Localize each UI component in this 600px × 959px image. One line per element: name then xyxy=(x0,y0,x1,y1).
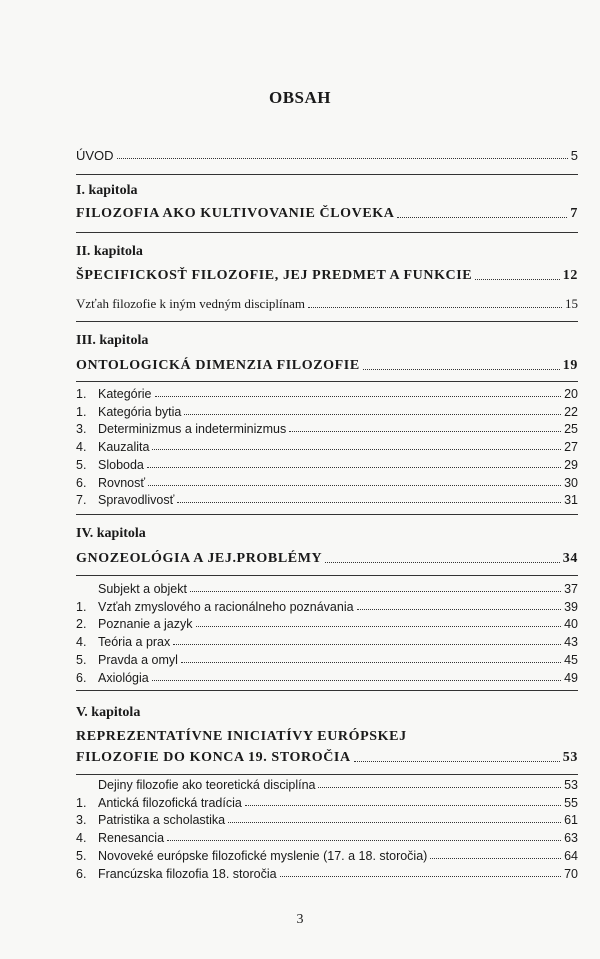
item-text: Vzťah zmyslového a racionálneho poznávania xyxy=(98,599,354,614)
toc-item xyxy=(76,653,578,667)
entry-label xyxy=(76,653,178,667)
entry-page: 61 xyxy=(564,813,578,828)
entry-page: 70 xyxy=(564,866,578,881)
toc-item xyxy=(76,493,578,507)
item-number: 6. xyxy=(76,866,87,881)
leader-dots xyxy=(280,876,562,877)
leader-dots xyxy=(167,840,561,841)
entry-label xyxy=(76,476,145,490)
entry-page: 12 xyxy=(562,268,578,283)
chapter-title: GNOZEOLÓGIA A JEJ.PROBLÉMY xyxy=(76,551,323,566)
leader-dots xyxy=(357,609,562,610)
leader-dots xyxy=(155,396,562,397)
item-text: Subjekt a objekt xyxy=(98,582,187,596)
entry-label xyxy=(76,831,164,845)
entry-page: 43 xyxy=(564,635,578,650)
entry-label xyxy=(76,440,149,454)
chapter-label: III. kapitola xyxy=(76,333,149,348)
entry-page: 31 xyxy=(564,493,578,508)
entry-page: 53 xyxy=(562,750,578,765)
entry-label xyxy=(76,422,286,436)
leader-dots xyxy=(308,307,562,308)
item-number: 4. xyxy=(76,635,87,650)
item-number: 2. xyxy=(76,617,87,632)
toc-item xyxy=(76,458,578,472)
entry-label xyxy=(76,405,181,419)
entry-page: 63 xyxy=(564,831,578,846)
item-number: 7. xyxy=(76,493,87,508)
toc-item xyxy=(76,635,578,649)
entry-label xyxy=(76,387,152,401)
entry-label xyxy=(76,493,174,507)
toc-item xyxy=(76,778,578,792)
item-text: Pravda a omyl xyxy=(98,652,178,667)
entry-page: 5 xyxy=(570,148,578,163)
section-divider xyxy=(76,381,578,382)
toc-item xyxy=(76,813,578,827)
item-number: 1. xyxy=(76,404,87,419)
chapter-label: II. kapitola xyxy=(76,244,143,259)
entry-page: 7 xyxy=(570,206,578,221)
toc-item xyxy=(76,582,578,596)
leader-dots xyxy=(190,591,561,592)
entry-label xyxy=(76,813,225,827)
entry-page: 34 xyxy=(562,551,578,566)
toc-entry-chapter-2 xyxy=(76,268,578,284)
item-text: Renesancia xyxy=(98,831,165,846)
toc-entry-chapter-5 xyxy=(76,750,578,766)
item-text: Poznanie a jazyk xyxy=(98,617,193,632)
item-number: 6. xyxy=(76,475,87,490)
item-text: Axiológia xyxy=(98,670,149,685)
leader-dots xyxy=(196,626,562,627)
entry-label: Vzťah filozofie k iným vedným disciplínam xyxy=(76,296,306,311)
toc-item xyxy=(76,600,578,614)
leader-dots xyxy=(363,369,560,370)
entry-page: 37 xyxy=(564,582,578,596)
leader-dots xyxy=(184,414,561,415)
leader-dots xyxy=(289,431,561,432)
leader-dots xyxy=(245,805,561,806)
leader-dots xyxy=(318,787,561,788)
entry-label xyxy=(76,867,277,881)
toc-item xyxy=(76,422,578,436)
entry-label xyxy=(76,582,187,596)
entry-label xyxy=(76,635,170,649)
item-text: Francúzska filozofia 18. storočia xyxy=(98,866,277,881)
item-text: Kategória bytia xyxy=(98,404,182,419)
toc-item xyxy=(76,440,578,454)
leader-dots xyxy=(177,502,561,503)
toc-item xyxy=(76,617,578,631)
leader-dots xyxy=(430,858,561,859)
item-text: Kategórie xyxy=(98,387,152,401)
entry-label: ÚVOD xyxy=(76,148,114,163)
toc-item xyxy=(76,867,578,881)
chapter-label: V. kapitola xyxy=(76,705,141,720)
item-number: 5. xyxy=(76,457,87,472)
leader-dots xyxy=(475,279,560,280)
section-divider xyxy=(76,321,578,322)
entry-label xyxy=(76,600,354,614)
item-number: 5. xyxy=(76,848,87,863)
leader-dots xyxy=(152,680,561,681)
section-divider xyxy=(76,174,578,175)
item-text: Patristika a scholastika xyxy=(98,813,226,828)
item-text: Rovnosť xyxy=(98,475,146,490)
item-text: Kauzalita xyxy=(98,440,150,455)
toc-entry-chapter-4 xyxy=(76,551,578,567)
entry-label xyxy=(76,849,427,863)
leader-dots xyxy=(173,644,561,645)
entry-page: 49 xyxy=(564,670,578,685)
item-text: Antická filozofická tradícia xyxy=(98,795,242,810)
toc-entry-chapter-3 xyxy=(76,358,578,374)
chapter-title-line-2: FILOZOFIE DO KONCA 19. STOROČIA xyxy=(76,750,351,765)
entry-page: 40 xyxy=(564,617,578,632)
item-number: 3. xyxy=(76,813,87,828)
entry-label xyxy=(76,671,149,685)
section-divider xyxy=(76,575,578,576)
page-number: 3 xyxy=(296,912,304,927)
item-number: 1. xyxy=(76,795,87,810)
leader-dots xyxy=(397,217,567,218)
leader-dots xyxy=(117,158,568,159)
section-divider xyxy=(76,232,578,233)
item-text: Spravodlivosť xyxy=(98,493,175,508)
entry-label xyxy=(76,617,193,631)
item-text: Dejiny filozofie ako teoretická disciplína xyxy=(98,778,316,792)
chapter-label: I. kapitola xyxy=(76,183,138,198)
leader-dots xyxy=(181,662,561,663)
entry-page: 15 xyxy=(565,296,578,311)
entry-page: 29 xyxy=(564,457,578,472)
item-number: 5. xyxy=(76,652,87,667)
toc-item xyxy=(76,476,578,490)
leader-dots xyxy=(152,449,561,450)
section-divider xyxy=(76,774,578,775)
item-number: 4. xyxy=(76,440,87,455)
item-number: 6. xyxy=(76,670,87,685)
section-divider xyxy=(76,514,578,515)
entry-page: 30 xyxy=(564,475,578,490)
item-text: Sloboda xyxy=(98,457,144,472)
toc-item xyxy=(76,671,578,685)
item-number: 1. xyxy=(76,387,87,401)
entry-page: 19 xyxy=(562,358,578,373)
entry-label xyxy=(76,796,242,810)
toc-entry-chapter-1 xyxy=(76,206,578,222)
entry-page: 53 xyxy=(564,778,578,792)
chapter-title: FILOZOFIA AKO KULTIVOVANIE ČLOVEKA xyxy=(76,206,395,221)
item-number: 3. xyxy=(76,422,87,437)
item-number: 4. xyxy=(76,831,87,846)
entry-page: 22 xyxy=(564,404,578,419)
item-text: Determinizmus a indeterminizmus xyxy=(98,422,287,437)
item-text: Teória a prax xyxy=(98,635,171,650)
item-number: 1. xyxy=(76,599,87,614)
entry-label xyxy=(76,458,144,472)
entry-page: 39 xyxy=(564,599,578,614)
entry-page: 45 xyxy=(564,652,578,667)
toc-entry-sub xyxy=(76,296,578,312)
leader-dots xyxy=(148,485,561,486)
toc-item xyxy=(76,849,578,863)
chapter-title: ONTOLOGICKÁ DIMENZIA FILOZOFIE xyxy=(76,358,360,373)
leader-dots xyxy=(325,562,560,563)
toc-entry-intro xyxy=(76,148,578,163)
leader-dots xyxy=(228,822,561,823)
toc-item xyxy=(76,831,578,845)
chapter-title: ŠPECIFICKOSŤ FILOZOFIE, JEJ PREDMET A FUNKCIE xyxy=(76,268,473,283)
chapter-label: IV. kapitola xyxy=(76,526,146,541)
leader-dots xyxy=(354,761,560,762)
entry-page: 20 xyxy=(564,387,578,401)
entry-page: 55 xyxy=(564,795,578,810)
entry-page: 27 xyxy=(564,440,578,455)
leader-dots xyxy=(147,467,561,468)
toc-item xyxy=(76,387,578,401)
chapter-title-line-1: REPREZENTATÍVNE INICIATÍVY EURÓPSKEJ xyxy=(76,729,407,744)
entry-page: 25 xyxy=(564,422,578,437)
toc-item xyxy=(76,796,578,810)
page-title: OBSAH xyxy=(268,88,332,107)
section-divider xyxy=(76,690,578,691)
entry-label xyxy=(76,778,315,792)
item-text: Novoveké európske filozofické myslenie (17. a 18. storočia) xyxy=(98,848,428,863)
entry-page: 64 xyxy=(564,848,578,863)
toc-item xyxy=(76,405,578,419)
